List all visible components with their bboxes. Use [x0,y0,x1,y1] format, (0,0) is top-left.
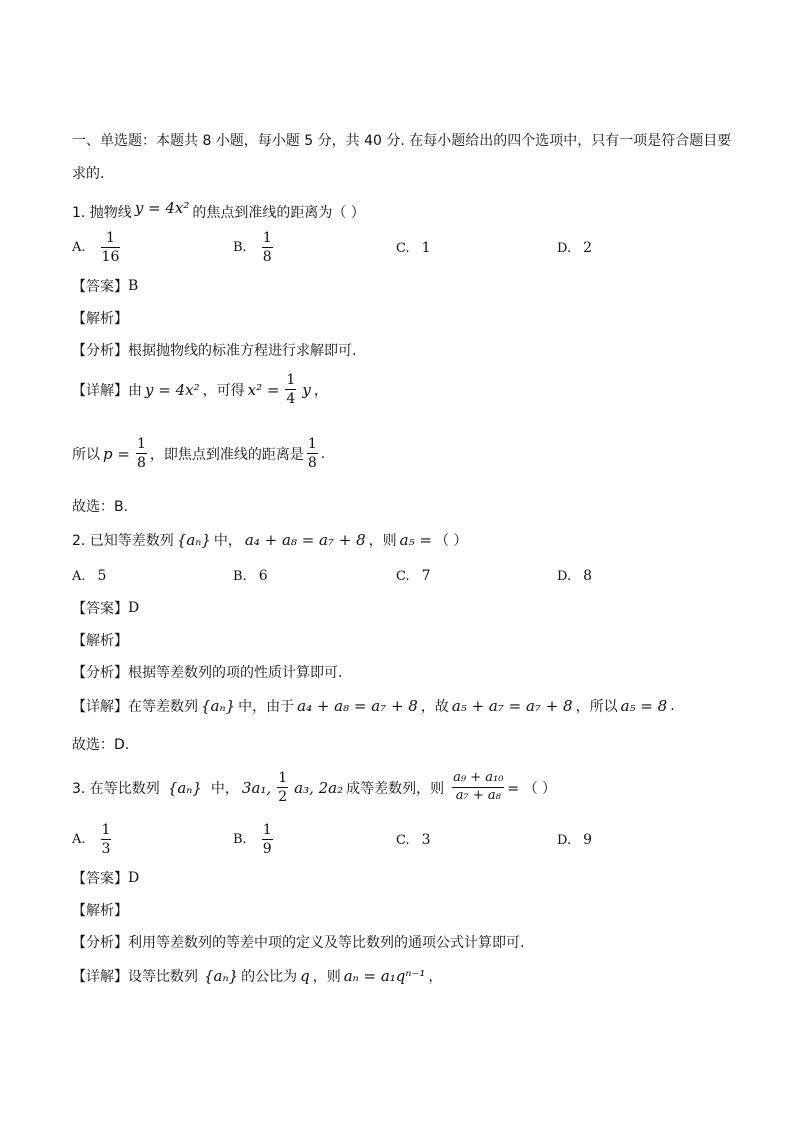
detail-text: ，则 [312,969,341,985]
q1-answer [72,276,138,296]
numerator: 1 [101,822,111,838]
numerator: 1 [278,770,288,786]
numerator: a₉ + a₁₀ [453,770,504,786]
option-label: A. [72,568,86,584]
q1-analysis-tag [72,308,128,328]
numerator: 1 [136,436,146,452]
option-value: 2 [583,240,593,256]
q1-stem-prefix: 1. 抛物线 [72,205,132,221]
detail-text: ， [428,969,443,985]
q2-stem [72,530,467,550]
q3-option-d[interactable] [557,832,592,848]
detail-text: ，故 [420,699,449,715]
fenxi-tag: 【分析】 [72,343,128,359]
answer-value: D [128,870,140,886]
answer-tag: 【答案】 [72,601,128,617]
detail-text: 设等比数列 [128,969,198,985]
q1-conclusion [72,496,128,516]
detail-tag: 【详解】 [72,699,128,715]
detail-math: y [302,380,311,399]
q3-stem-fraction [277,770,288,805]
detail-fraction [136,436,147,471]
option-value: 7 [421,568,431,584]
fraction-bar [101,247,121,248]
q1-detail [72,372,328,407]
q3-option-a[interactable] [72,822,114,857]
fraction-bar [136,453,147,454]
fenxi-tag: 【分析】 [72,665,128,681]
q1-detail-line2 [72,436,325,471]
section-header-line1 [72,130,731,150]
q3-option-b-fraction [262,822,273,857]
option-value: 6 [258,568,268,584]
q1-option-a-fraction [101,230,121,265]
detail-text: 中，由于 [238,699,295,715]
fraction-bar [277,787,288,788]
q1-option-b-fraction [262,230,273,265]
fenxi-text: 根据等差数列的项的性质计算即可. [128,665,343,681]
q3-option-a-fraction [101,822,112,857]
fraction-bar [262,839,273,840]
option-value: 9 [583,832,593,848]
q2-option-c[interactable] [396,568,431,584]
q1-option-d[interactable] [557,240,592,256]
denominator: 16 [101,249,120,266]
q3-answer [72,868,139,888]
q2-fenxi [72,662,342,682]
option-label: D. [557,568,572,584]
detail-text: ，所以 [575,699,618,715]
option-label: A. [72,240,86,256]
detail-math: a₅ + a₇ = a₇ + 8 [451,697,573,715]
q1-stem [72,199,365,222]
detail-text: 所以 [72,446,100,463]
detail-math: {aₙ} [204,967,239,985]
detail-math: {aₙ} [201,697,236,715]
option-label: B. [233,568,247,584]
q3-stem-math: 3a₁, [241,778,272,797]
q1-option-c[interactable] [396,240,431,256]
q2-stem-suffix: （ ） [434,533,468,549]
numerator: 1 [262,822,272,838]
section-header-text: 一、单选题：本题共 8 小题，每小题 5 分，共 40 分. 在每小题给出的四个选项中，只有一项是符合题目要 [72,133,732,149]
option-value: 5 [97,568,107,584]
q2-stem-math: a₄ + a₈ = a₇ + 8 [244,531,366,549]
numerator: 1 [105,230,115,246]
q3-stem-mid2: 成等差数列，则 [346,780,445,797]
answer-value: B [128,278,139,294]
detail-text: 由 [128,382,142,399]
answer-tag: 【答案】 [72,279,128,295]
q3-stem-prefix: 3. 在等比数列 [72,780,160,797]
option-label: D. [557,240,572,256]
option-label: C. [396,240,410,256]
detail-text: 在等差数列 [128,699,198,715]
q2-option-b[interactable] [233,568,268,584]
option-label: C. [396,568,410,584]
detail-text: ，可得 [202,382,245,399]
q3-option-b[interactable] [233,822,276,857]
answer-value: D [128,600,140,616]
q2-stem-math2: a₅ = [399,531,432,549]
denominator: 9 [262,841,272,858]
detail-math: aₙ = a₁qⁿ⁻¹ [343,967,426,985]
q3-stem-math: a₃, 2a₂ [294,778,344,797]
detail-math: x² = [247,380,280,399]
numerator: 1 [262,230,272,246]
option-value: 1 [421,240,431,256]
q3-stem-ratio [452,771,504,804]
q2-option-d[interactable] [557,568,592,584]
fraction-bar [307,453,318,454]
q3-analysis-tag [72,900,128,920]
q1-option-b[interactable] [233,230,276,265]
section-header-text-2: 求的. [72,166,105,182]
numerator: 1 [286,372,296,388]
conclusion-text: 故选：B. [72,499,129,515]
q2-stem-seq: {aₙ} [176,531,211,549]
q2-stem-prefix: 2. 已知等差数列 [72,533,174,549]
numerator: 1 [307,436,317,452]
detail-math: a₄ + a₈ = a₇ + 8 [297,697,418,715]
q1-fenxi [72,340,356,360]
q3-fenxi [72,932,524,952]
option-value: 8 [583,568,593,584]
q2-stem-mid2: ，则 [368,533,397,549]
option-label: D. [557,832,572,848]
denominator: 8 [136,455,146,472]
q2-option-a[interactable] [72,568,106,584]
detail-text: . [670,698,675,714]
option-label: B. [233,240,247,256]
fraction-bar [285,389,296,390]
detail-fraction [285,372,296,407]
q3-stem-mid: 中， [210,780,239,797]
option-label: C. [396,832,410,848]
q3-stem [72,770,556,805]
detail-tag: 【详解】 [72,969,128,985]
analysis-tag: 【解析】 [72,311,128,327]
analysis-tag: 【解析】 [72,633,128,649]
q2-stem-mid: 中， [213,533,242,549]
fenxi-text: 根据抛物线的标准方程进行求解即可. [128,343,357,359]
denominator: 2 [278,789,288,806]
detail-math: p = [103,444,130,463]
q1-option-a[interactable] [72,230,123,265]
denominator: 8 [262,249,272,266]
denominator: 4 [286,391,296,408]
detail-math: a₅ = 8 [620,697,668,715]
detail-text: . [320,445,326,462]
q3-stem-seq: {aₙ} [167,778,202,797]
detail-math: q [300,967,310,985]
conclusion-text: 故选：D. [72,737,130,753]
fenxi-text: 利用等差数列的等差中项的定义及等比数列的通项公式计算即可. [128,935,525,951]
denominator: 8 [307,455,317,472]
answer-tag: 【答案】 [72,871,128,887]
detail-fraction [307,436,318,471]
q2-conclusion [72,734,129,754]
denominator: 3 [101,841,111,858]
analysis-tag: 【解析】 [72,903,128,919]
q2-analysis-tag [72,630,128,650]
denominator: a₇ + a₈ [455,788,501,804]
option-value: 3 [421,832,431,848]
detail-text: ，即焦点到准线的距离是 [149,446,304,463]
detail-text: ， [313,382,328,399]
q3-stem-suffix: = （ ） [507,780,557,797]
option-label: B. [233,832,247,848]
q3-option-c[interactable] [396,832,431,848]
detail-text: 的公比为 [241,969,298,985]
fraction-bar [101,839,112,840]
detail-math: y = 4x² [145,380,200,399]
detail-tag: 【详解】 [72,382,128,399]
fraction-bar [262,247,273,248]
q1-stem-math: y = 4x² [134,199,190,217]
q2-detail [72,696,675,716]
q3-detail [72,966,442,986]
section-header-line2 [72,163,104,183]
fenxi-tag: 【分析】 [72,935,128,951]
option-label: A. [72,832,86,848]
q1-stem-suffix: 的焦点到准线的距离为（ ） [192,205,365,221]
q2-answer [72,598,139,618]
